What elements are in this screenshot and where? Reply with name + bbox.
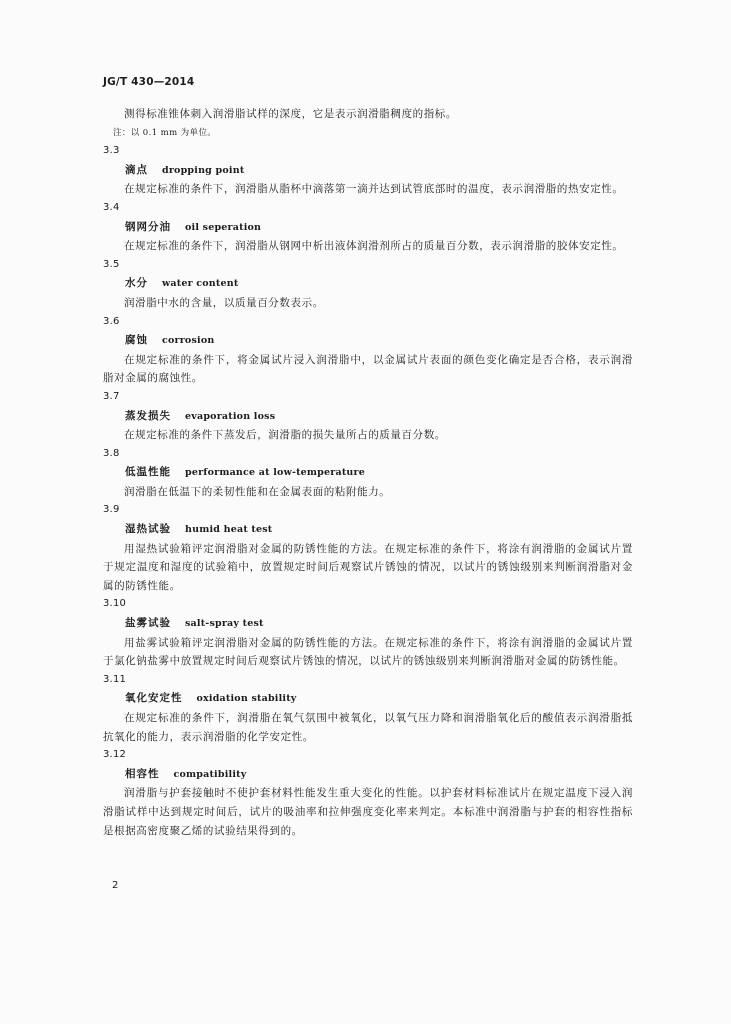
term-definition: 润滑脂与护套接触时不使护套材料性能发生重大变化的性能。以护套材料标准试片在规定温度下浸入润滑脂试样中达到规定时间后，试片的吸油率和拉伸强度变化率来判定。本标准中润滑脂与护套的相容性指标是根据高密度聚乙烯的试验结果得到的。 [103,787,633,837]
term-number: 3.7 [103,390,120,402]
term-heading [103,765,633,785]
term-entry-3-4 [103,199,633,256]
term-definition: 在规定标准的条件下，润滑脂从钢网中析出液体润滑剂所占的质量百分数，表示润滑脂的胶体安定性。 [124,240,624,253]
term-zh: 相容性 [125,767,160,780]
term-number: 3.3 [103,145,120,157]
term-zh: 蒸发损失 [125,409,171,422]
term-entry-3-6 [103,313,633,388]
term-definition: 在规定标准的条件下蒸发后，润滑脂的损失量所占的质量百分数。 [124,429,446,442]
term-entry-3-10 [103,595,633,670]
term-heading [103,689,633,709]
term-en: evaporation loss [185,410,276,422]
term-number: 3.11 [103,673,127,685]
term-number: 3.5 [103,258,120,270]
term-number: 3.9 [103,504,120,516]
term-definition: 用盐雾试验箱评定润滑脂对金属的防锈性能的方法。在规定标准的条件下，将涂有润滑脂的金属试片置于氯化钠盐雾中放置规定时间后观察试片锈蚀的情况，以试片的锈蚀级别来判断润滑脂对金属的防锈性能。 [103,636,633,668]
term-zh: 滴点 [125,163,148,176]
term-en: humid heat test [185,524,273,536]
term-en: performance at low-temperature [185,467,365,479]
term-en: dropping point [162,164,245,176]
term-zh: 水分 [125,277,148,290]
term-heading [103,218,633,238]
term-zh: 低温性能 [125,466,171,479]
document-body [103,105,633,840]
term-heading [103,463,633,483]
term-entry-3-7 [103,388,633,445]
term-number: 3.10 [103,598,127,610]
term-definition: 润滑脂中水的含量，以质量百分数表示。 [124,296,324,309]
term-entry-3-8 [103,445,633,502]
term-heading [103,161,633,181]
term-heading [103,274,633,294]
term-definition: 在规定标准的条件下，润滑脂在氧气氛围中被氧化，以氧气压力降和润滑脂氧化后的酸值表示润滑脂抵抗氧化的能力，表示润滑脂的化学安定性。 [103,712,633,743]
standard-code-header: JG/T 430—2014 [103,76,195,88]
term-definition: 在规定标准的条件下，润滑脂从脂杯中滴落第一滴并达到试管底部时的温度，表示润滑脂的热安定性。 [124,183,624,196]
term-number: 3.8 [103,447,120,459]
intro-note: 注：以 0.1 mm 为单位。 [113,127,217,138]
term-number: 3.4 [103,201,120,213]
intro-paragraph: 测得标准锥体刺入润滑脂试样的深度，它是表示润滑脂稠度的指标。 [124,108,457,120]
term-definition: 用湿热试验箱评定润滑脂对金属的防锈性能的方法。在规定标准的条件下，将涂有润滑脂的金属试片置于规定温度和湿度的试验箱中，放置规定时间后观察试片锈蚀的情况，以试片的锈蚀级别来判断润滑脂对金属的防锈性能。 [103,542,633,592]
term-number: 3.6 [103,315,120,327]
term-entry-3-5 [103,256,633,313]
term-zh: 钢网分油 [125,220,171,233]
term-zh: 氧化安定性 [125,692,183,705]
term-entry-3-12 [103,746,633,840]
term-heading [103,614,633,634]
term-en: salt-spray test [185,618,264,630]
term-entry-3-11 [103,671,633,746]
term-heading [103,407,633,427]
term-number: 3.12 [103,749,127,761]
term-heading [103,331,633,351]
term-en: oxidation stability [196,693,297,705]
term-en: corrosion [162,335,215,347]
term-heading [103,520,633,540]
page-number: 2 [112,880,119,891]
term-entry-3-9 [103,501,633,595]
term-en: water content [162,278,239,290]
term-zh: 腐蚀 [125,334,148,347]
term-entry-3-3 [103,142,633,199]
term-en: compatibility [173,768,247,780]
term-zh: 盐雾试验 [125,617,171,630]
term-en: oil seperation [185,221,262,233]
term-definition: 润滑脂在低温下的柔韧性能和在金属表面的粘附能力。 [124,485,391,498]
term-definition: 在规定标准的条件下，将金属试片浸入润滑脂中，以金属试片表面的颜色变化确定是否合格，表示润滑脂对金属的腐蚀性。 [103,353,633,385]
term-zh: 湿热试验 [125,523,171,536]
